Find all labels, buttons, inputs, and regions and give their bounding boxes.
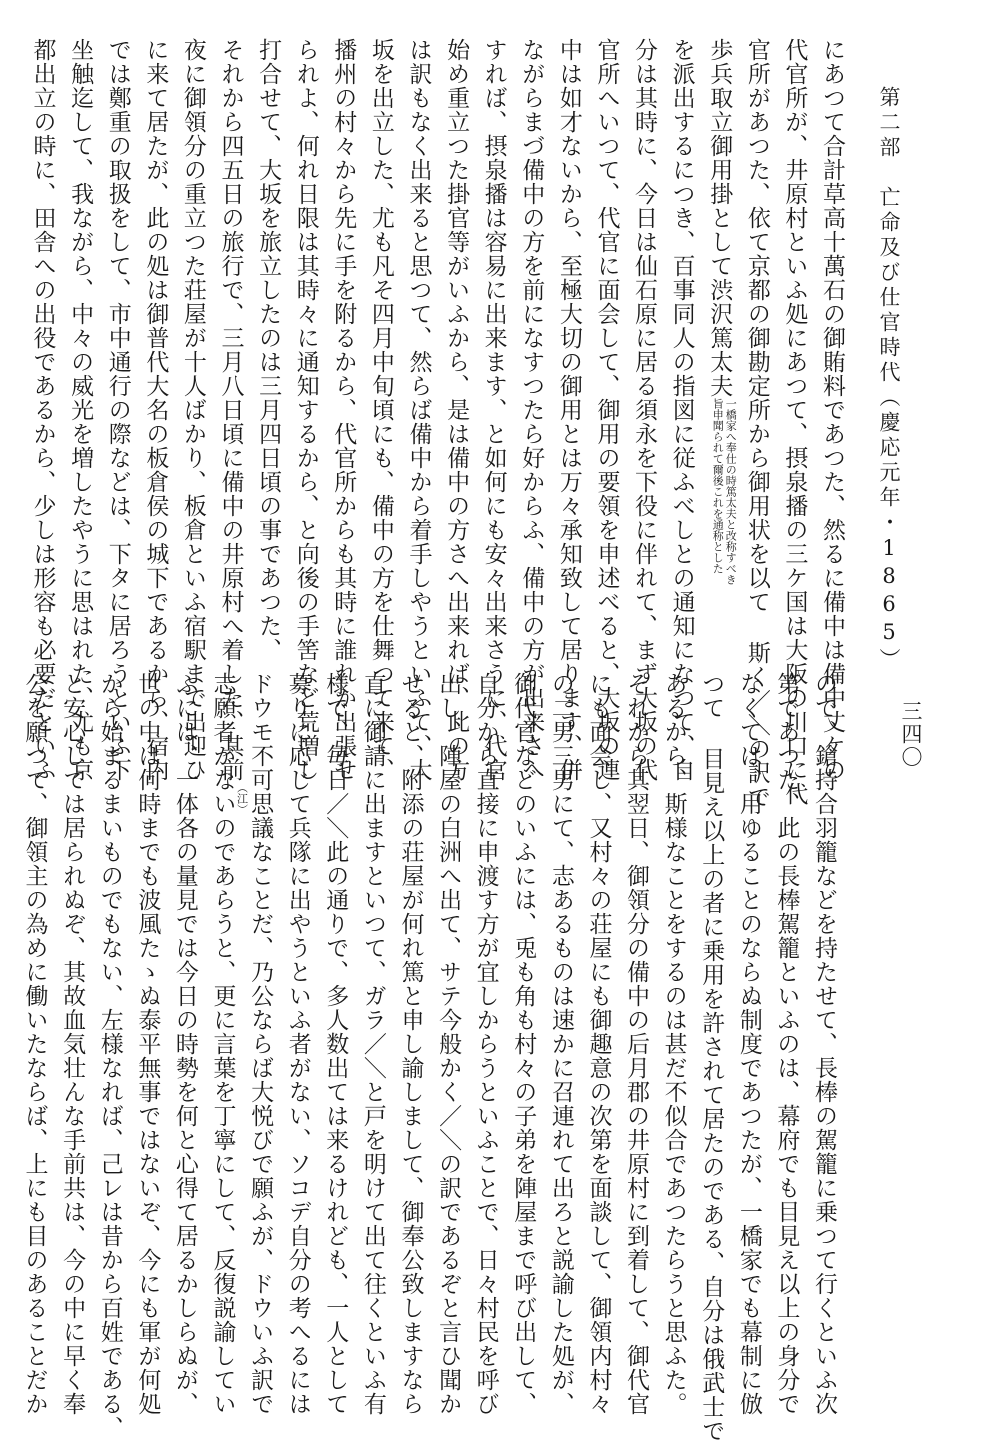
text-line: 公を願つて、御領主の為めに働いたならば、上にも目のあることだか: [21, 672, 48, 1416]
text-line: 世の中は何時までも波風たゝぬ泰平無事ではないぞ、今にも軍が何処: [134, 672, 161, 1416]
text-line: 始め重立つた掛官等がいふから、是は備中の方さへ出来れば、此の方: [443, 38, 470, 782]
text-line: 代官所が、井原村といふ処にあつて、摂泉播の三ケ国は大阪の川口に代: [781, 38, 808, 806]
text-line: ふには、一体各の量見では今日の時勢を何と心得て居るかしらぬが、: [171, 672, 198, 1416]
text-line: にも面会し、又村々の荘屋にも御趣意の次第を面談して、御領内村々: [585, 672, 612, 1416]
text-line: あるから、斯様なことをするのは甚だ不似合であつたらうと思ふた。: [660, 672, 687, 1416]
text-line: に来て居たが、此の処は御普代大名の板倉侯の城下であるから、宿内: [142, 38, 169, 782]
text-line: られよ、何れ日限は其時々に通知するから、と向後の手筈など荒増し: [292, 38, 319, 782]
text-block-lower: [21, 672, 842, 1443]
text-line: つて 目見え以上の者に乗用を許されて居たのである、自分は俄武士で: [698, 672, 725, 1443]
annotation-line: 一橋家へ奉仕の時篤太夫と改称すべき: [724, 398, 738, 585]
text-line: それから四五日の旅行で、三月八日頃に備中の井原村へ着した、其前: [217, 38, 244, 782]
text-line: 中は如才ないから、至極大切の御用とは万々承知致して居ります、併: [555, 38, 582, 782]
text-line: 坂を出立した、尤も凡そ四月中旬頃にも、備中の方を仕舞つて来て、: [367, 38, 394, 782]
text-line: それから其翌日、御領分の備中の后月郡の井原村に到着して、御代官: [623, 672, 650, 1416]
text-line: ので、鎗持合羽籠などを持たせて、長棒の駕籠に乗つて行くといふ次: [811, 672, 837, 1416]
running-header: [874, 86, 904, 673]
text-line: 志願者がないのであらうと、更に言葉を丁寧にして、反復説諭してい: [209, 672, 236, 1416]
text-line: の二男三男にて、志あるものは速かに召連れて出ろと説諭した処が、: [547, 672, 574, 1416]
text-line: ながらまづ備中の方を前になすつたら好からふ、備中の方が出来さへ: [518, 38, 545, 782]
text-line: すれば、摂泉播は容易に出来ます、と如何にも安々出来さうに、代官: [480, 38, 507, 782]
section-title: 第二部 亡命及び仕官時代: [877, 86, 901, 386]
text-line: 募りに応じて兵隊に出やうといふ者がない、ソコデ自分の考へるには: [284, 672, 311, 1416]
text-line: 直に御請に出ますといつて、ガラ／＼と戸を明けて出て往くといふ有: [359, 672, 386, 1416]
era-note: （慶応元年・1865）: [877, 386, 901, 673]
text-line: にあつて合計草高十萬石の御賄料であつた、然るに備中は備中丈ケの: [819, 38, 845, 782]
text-line: と安心しては居られぬぞ、其故血気壮んな手前共は、今の中に早く奉: [59, 672, 86, 1416]
text-line: せると、附添の荘屋が何れ篤と申し諭しまして、御奉公致しますなら: [397, 672, 424, 1416]
page-number: 三四〇: [899, 700, 923, 769]
text-line: 坐触迄して、我ながら、中々の威光を増したやうに思はれた、尤も京: [67, 38, 94, 782]
ruby-annotation: （江）: [235, 782, 249, 815]
text-line: なくては、用ゆることのならぬ制度であつたが、一橋家でも幕制に倣: [735, 672, 762, 1416]
text-line: ドウモ不可思議なことだ、乃公ならば大悦びで願ふが、ドウいふ訳で: [247, 672, 274, 1416]
text-line: 歩兵取立御用掛として渋沢篤太夫: [706, 38, 733, 398]
text-line: では鄭重の取扱をして、市中通行の際などは、下タに居ろうといふ下: [104, 38, 131, 782]
text-line: 官所があつた、依て京都の御勘定所から御用状を以て 斯く／＼の訳で: [743, 38, 770, 809]
text-line: 御代官などのいふには、兎も角も村々の子弟を陣屋まで呼び出して、: [510, 672, 537, 1416]
text-line: を派出するにつき、百事同人の指図に従ふべしとの通知になつて、自: [668, 38, 695, 782]
text-line: 第であつた、此の長棒駕籠といふのは、幕府でも目見え以上の身分で: [773, 672, 800, 1416]
text-line: 様で、毎日／＼此の通りで、多人数出ては来るけれども、一人として: [322, 672, 349, 1416]
text-line: 打合せて、大坂を旅立したのは三月四日頃の事であつた、: [255, 38, 282, 662]
annotation-line: 旨申聞られて爾後これを通称とした: [711, 398, 725, 574]
text-line: 分は其時に、今日は仙石原に居る須永を下役に伴れて、まず大坂の代: [631, 38, 658, 782]
text-line: 播州の村々から先に手を附るから、代官所からも其時に誰れか出張せ: [330, 38, 357, 782]
text-line: 官所へいつて、代官に面会して、御用の要領を申述べると、大坂の連: [593, 38, 620, 782]
text-line-with-note: [211, 38, 249, 815]
text-block-upper: [29, 38, 850, 815]
text-line: 出し、陣屋の白洲へ出て、サテ今般かく／＼の訳であるぞと言ひ聞か: [435, 672, 462, 1416]
text-line-with-note: [700, 38, 738, 638]
text-line: 都出立の時に、田舎への出役であるから、少しは形容も必要だといふ: [29, 38, 56, 782]
text-line: は訳もなく出来ると思つて、然らば備中から着手しやうといふて、大: [405, 38, 432, 782]
text-line: 夜に御領分の重立つた荘屋が十人ばかり、板倉といふ宿駅まで出迎ひ: [179, 38, 206, 782]
text-line: 自分から直接に申渡す方が宜しからうといふことで、日々村民を呼び: [472, 672, 499, 1416]
text-line: から始まるまいものでもない、左様なれば、己レは昔から百姓である、: [96, 672, 123, 1440]
inline-annotation: [711, 398, 737, 585]
